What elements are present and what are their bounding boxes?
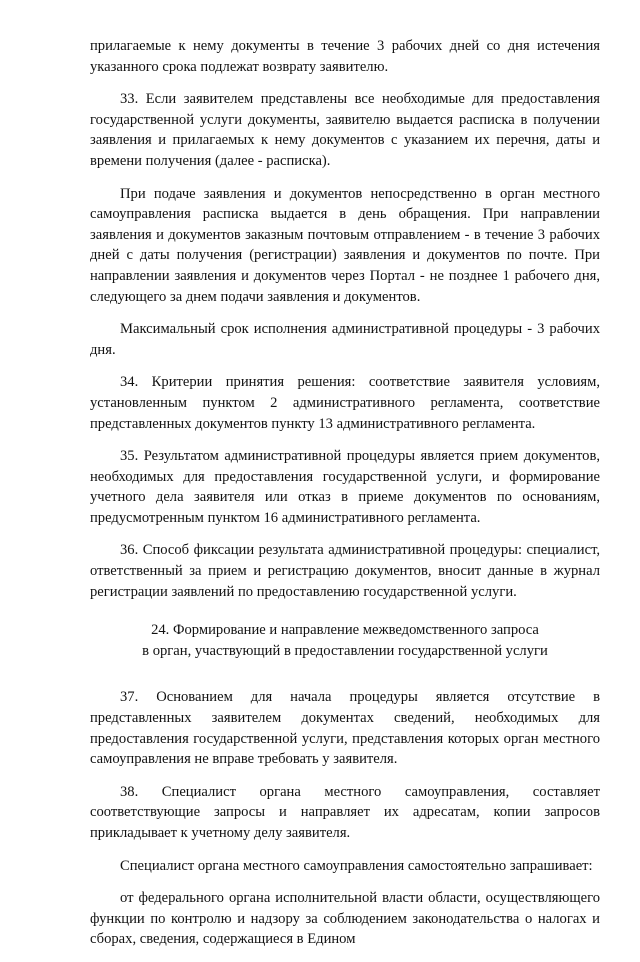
document-page <box>90 36 600 962</box>
paragraph-37: 37. Основанием для начала процедуры является отсутствие в представленных заявителем документах сведений, необходимых для предоставления государственной услуги, представления которых орган местного самоуправления не вправе требовать у заявителя. <box>90 689 600 768</box>
section-heading-line-1: 24. Формирование и направление межведомственного запроса <box>151 622 539 639</box>
paragraph-federal-body: от федерального органа исполнительной власти области, осуществляющего функции по контролю и надзору за соблюдением законодательства о налогах и сборах, сведения, содержащиеся в Едином <box>90 890 600 948</box>
paragraph-receipt-terms: При подаче заявления и документов непосредственно в орган местного самоуправления расписка выдается в день обращения. При направлении заявления и документов заказным почтовым отправлением - в течение 3 рабочих дней с даты получения (регистрации) заявления и документов по почте. При направлении заявления и документов через Портал - не позднее 1 рабочего дня, следующего за днем подачи заявления и документов. <box>90 185 600 305</box>
paragraph-max-term: Максимальный срок исполнения административной процедуры - 3 рабочих дня. <box>90 321 600 358</box>
section-heading <box>90 620 600 661</box>
paragraph-34: 34. Критерии принятия решения: соответствие заявителя условиям, установленным пунктом 2 административного регламента, соответствие представленных документов пункту 13 административного регламента. <box>90 374 600 432</box>
paragraph-continuation: прилагаемые к нему документы в течение 3 рабочих дней со дня истечения указанного срока подлежат возврату заявителю. <box>90 38 600 75</box>
paragraph-38: 38. Специалист органа местного самоуправления, составляет соответствующие запросы и направляет их адресатам, копии запросов прикладывает к учетному делу заявителя. <box>90 783 600 841</box>
section-heading-line-2: в орган, участвующий в предоставлении государственной услуги <box>142 642 548 659</box>
paragraph-36: 36. Способ фиксации результата административной процедуры: специалист, ответственный за прием и регистрацию документов, вносит данные в журнал регистрации заявлений по предоставлению государственной услуги. <box>90 542 600 600</box>
paragraph-33: 33. Если заявителем представлены все необходимые для предоставления государственной услуги документы, заявителю выдается расписка в получении заявления и прилагаемых к нему документов с указанием их перечня, даты и времени получения (далее - расписка). <box>90 91 600 169</box>
paragraph-specialist-requests: Специалист органа местного самоуправления самостоятельно запрашивает: <box>120 857 593 874</box>
paragraph-35: 35. Результатом административной процедуры является прием документов, необходимых для предоставления государственной услуги, и формирование учетного дела заявителя или отказ в приеме документов по основаниям, предусмотренным пунктом 16 административного регламента. <box>90 448 600 526</box>
